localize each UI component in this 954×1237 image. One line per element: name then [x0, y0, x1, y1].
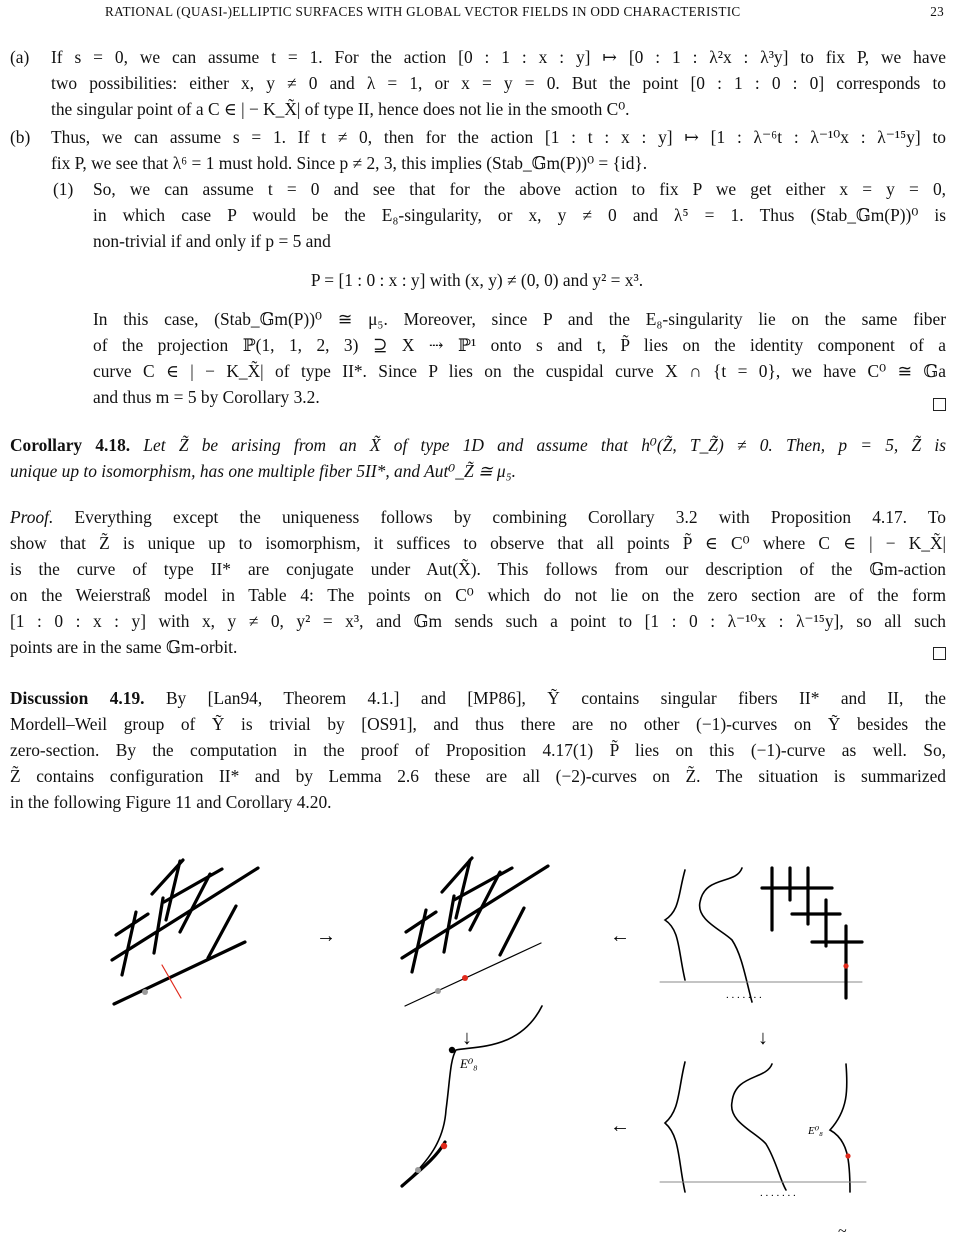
curve-segment	[444, 896, 454, 952]
arrow-down: ↓	[758, 1027, 768, 1049]
arrow-right: →	[316, 925, 336, 947]
curve-segment	[154, 898, 163, 953]
discussion-line: zero-section. By the computation in the proof of Proposition 4.17(1) P̃ lies on this (−1)-curve as well. So,	[10, 740, 946, 760]
text-line: fix P, we see that λ⁶ = 1 must hold. Since p ≠ 2, 3, this implies (Stab_𝔾m(P))⁰ = {id}.	[51, 153, 648, 173]
grey-point	[142, 989, 148, 995]
text-line: Thus, we can assume s = 1. If t ≠ 0, then for the action [1 : t : x : y] ↦ [1 : λ⁻⁶t : λ⁻¹⁰x : λ⁻¹⁵y] to	[51, 127, 946, 147]
discussion-4-19	[10, 685, 946, 815]
discussion-line: in the following Figure 11 and Corollary 4.20.	[10, 792, 332, 812]
text-line: in which case P would be the E₈-singularity, or x, y ≠ 0 and λ⁵ = 1. Thus (Stab_𝔾m(P))⁰ is	[93, 205, 946, 225]
text-line: non-trivial if and only if p = 5 and	[93, 231, 331, 251]
running-head	[0, 4, 954, 24]
red-point	[845, 1153, 850, 1158]
text-line: and thus m = 5 by Corollary 3.2.	[93, 387, 320, 407]
dots: . . . . . . .	[760, 1187, 796, 1199]
panel-bottom-middle	[402, 1006, 542, 1186]
arrow-down: ↓	[462, 1027, 472, 1049]
display-equation: P = [1 : 0 : x : y] with (x, y) ≠ (0, 0) and y² = x³.	[310, 270, 644, 290]
curve-segment	[122, 912, 136, 975]
page-number: 23	[930, 4, 944, 19]
thin-curve	[405, 943, 541, 1006]
cusp-curve	[732, 1064, 786, 1190]
red-point	[441, 1143, 447, 1149]
e8-label: E⁰₈	[808, 1125, 823, 1137]
text-line: So, we can assume t = 0 and see that for the above action to fix P we get either x = y = 0,	[93, 179, 946, 199]
red-point	[462, 975, 468, 981]
corollary-text: Let Z̃ be arising from an X̃ of type 1D and assume that h⁰(Z̃, T_Z̃) ≠ 0. Then, p = 5, Z̃ is	[143, 435, 946, 455]
proof-line: [1 : 0 : x : y] with x, y ≠ 0, y² = x³, and 𝔾m sends such a point to [1 : 0 : λ⁻¹⁰x : λ⁻¹⁵y], so all such	[10, 611, 946, 631]
arrow-left: ←	[610, 925, 630, 947]
discussion-heading: Discussion 4.19.	[10, 688, 145, 708]
text-line: In this case, (Stab_𝔾m(P))⁰ ≅ μ₅. Moreover, since P and the E₈-singularity lie on the same fiber	[93, 309, 946, 329]
panel-bottom-right	[660, 1062, 866, 1192]
panel-top-middle	[402, 858, 548, 1006]
case-1	[53, 176, 946, 254]
curve-segment	[470, 872, 500, 930]
panel-top-right	[660, 868, 862, 1002]
proof	[10, 504, 946, 660]
red-point	[843, 963, 848, 968]
curve-segment	[412, 910, 426, 972]
discussion-line: Z̃ contains configuration II* and by Lemma 2.6 these are all (−2)-curves on Z̃. The situation is summarized	[10, 766, 946, 786]
curve-segment	[402, 866, 548, 958]
grey-point	[415, 1167, 421, 1173]
e8-label: E⁰₈	[460, 1056, 478, 1071]
discussion-text: By [Lan94, Theorem 4.1.] and [MP86], Ỹ contains singular fibers II* and II, the	[165, 688, 946, 708]
dots: . . . . . . .	[726, 989, 762, 1001]
case-a-label: (a)	[10, 47, 30, 67]
case-b	[10, 124, 946, 176]
qed-box	[933, 647, 946, 660]
case-1-continued	[93, 306, 946, 410]
proof-line: on the Weierstraß model in Table 4: The points on C⁰ which do not lie on the zero section are of the form	[10, 585, 946, 605]
curve-segment	[208, 906, 236, 958]
case-a	[10, 44, 946, 122]
case-b-label: (b)	[10, 127, 31, 147]
proof-line: is the curve of type II* are conjugate under Aut(X̃). This follows from our description of the 𝔾m-action	[10, 559, 946, 579]
case-1-label: (1)	[53, 179, 74, 199]
figure-11	[0, 840, 954, 1237]
proof-text: Everything except the uniqueness follows by combining Corollary 3.2 with Proposition 4.17. To	[74, 507, 946, 527]
corollary-line	[10, 432, 946, 458]
cusp-curve	[830, 1064, 850, 1192]
running-title: RATIONAL (QUASI-)ELLIPTIC SURFACES WITH GLOBAL VECTOR FIELDS IN ODD CHARACTERISTIC	[105, 4, 741, 19]
proof-line: show that Z̃ is unique up to isomorphism, it suffices to observe that all points P̃ ∈ C⁰ where C ∈ | − K_X̃|	[10, 533, 946, 553]
curve-segment	[500, 908, 524, 955]
cuspidal-curve	[402, 1006, 542, 1186]
proof-line: points are in the same 𝔾m-orbit.	[10, 637, 238, 657]
arrow-left: ←	[610, 1115, 630, 1137]
text-line: the singular point of a C ∈ | − K_X̃| of type II, hence does not lie in the smooth C⁰.	[51, 99, 630, 119]
singular-point	[449, 1047, 455, 1053]
partial-glyph: ~	[838, 1223, 847, 1237]
text-line: of the projection ℙ(1, 1, 2, 3) ⊇ X ⇢ ℙ¹ onto s and t, P̃ lies on the identity component of a	[93, 335, 946, 355]
cusp-curve	[665, 1062, 685, 1192]
discussion-line	[10, 685, 946, 711]
cusp-curve	[665, 870, 685, 980]
text-line: curve C ∈ | − K_X̃| of type II*. Since P lies on the cuspidal curve X ∩ {t = 0}, we have C⁰ ≅ 𝔾a	[93, 361, 946, 381]
qed-box	[933, 398, 946, 411]
proof-heading: Proof.	[10, 507, 54, 527]
text-line: two possibilities: either x, y ≠ 0 and λ = 1, or x = y = 0. But the point [0 : 1 : 0 : 0] corresponds to	[51, 73, 946, 93]
corollary-4-18	[10, 432, 946, 484]
proof-line	[10, 504, 946, 530]
grey-point	[435, 988, 441, 994]
corollary-line: unique up to isomorphism, has one multiple fiber 5II*, and Aut⁰_Z̃ ≅ μ₅.	[10, 461, 517, 481]
text-line: If s = 0, we can assume t = 1. For the action [0 : 1 : x : y] ↦ [0 : 1 : λ²x : λ³y] to fix P, we have	[51, 47, 946, 67]
corollary-heading: Corollary 4.18.	[10, 435, 131, 455]
panel-top-left	[112, 860, 258, 1004]
discussion-line: Mordell–Weil group of Ỹ is trivial by [OS91], and thus there are no other (−1)-curves on Ỹ besides the	[10, 714, 946, 734]
